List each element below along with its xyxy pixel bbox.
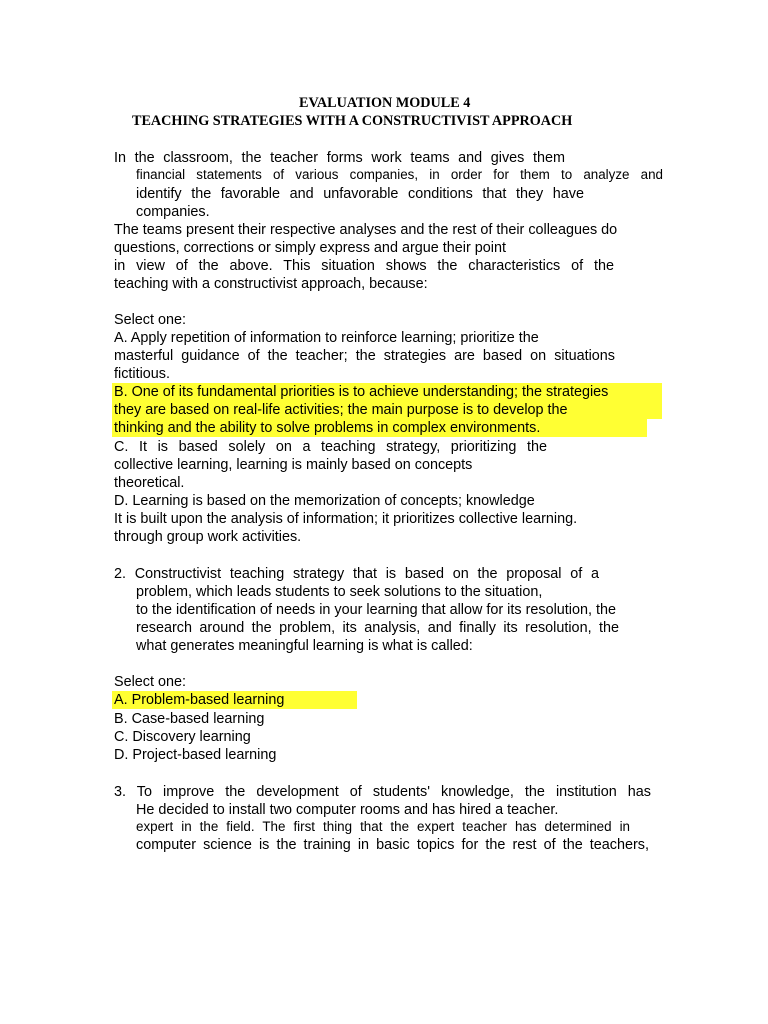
q1-line: identify the favorable and unfavorable conditions that they have xyxy=(136,186,584,202)
q1-option-d-cont: through group work activities. xyxy=(114,529,302,545)
q1-line: teaching with a constructivist approach, because: xyxy=(114,276,428,292)
q2-line: what generates meaningful learning is what is called: xyxy=(136,638,473,654)
q2-option-a-highlighted[interactable]: A. Problem-based learning xyxy=(112,691,357,709)
q1-option-c-cont: theoretical. xyxy=(114,475,185,491)
q1-option-b-cont: thinking and the ability to solve problems in complex environments. xyxy=(112,419,647,437)
q3-line: He decided to install two computer rooms and has hired a teacher. xyxy=(136,802,559,818)
q1-line: in view of the above. This situation shows the characteristics of the xyxy=(114,258,614,274)
module-title: EVALUATION MODULE 4 xyxy=(299,95,471,111)
q1-select-one: Select one: xyxy=(114,312,187,328)
q1-option-d-cont: It is built upon the analysis of information; it prioritizes collective learning. xyxy=(114,511,578,527)
q2-line: to the identification of needs in your learning that allow for its resolution, the xyxy=(136,602,616,618)
q1-option-c-cont: collective learning, learning is mainly based on concepts xyxy=(114,457,473,473)
module-subtitle: TEACHING STRATEGIES WITH A CONSTRUCTIVIST APPROACH xyxy=(132,113,573,129)
q1-option-a[interactable]: A. Apply repetition of information to reinforce learning; prioritize the xyxy=(114,330,539,346)
q1-line: companies. xyxy=(136,204,210,220)
q2-line: problem, which leads students to seek solutions to the situation, xyxy=(136,584,543,600)
q1-option-d[interactable]: D. Learning is based on the memorization of concepts; knowledge xyxy=(114,493,535,509)
q2-line: research around the problem, its analysis, and finally its resolution, the xyxy=(136,620,619,636)
q2-line: 2. Constructivist teaching strategy that is based on the proposal of a xyxy=(114,566,599,582)
q3-line: expert in the field. The first thing that the expert teacher has determined in xyxy=(136,819,630,834)
q1-option-b-cont: they are based on real-life activities; the main purpose is to develop the xyxy=(112,401,662,419)
q1-option-c[interactable]: C. It is based solely on a teaching strategy, prioritizing the xyxy=(114,439,547,455)
q1-option-a-cont: fictitious. xyxy=(114,366,170,382)
q2-option-d[interactable]: D. Project-based learning xyxy=(114,747,277,763)
q1-option-a-cont: masterful guidance of the teacher; the strategies are based on situations xyxy=(114,348,615,364)
q1-line: In the classroom, the teacher forms work teams and gives them xyxy=(114,150,565,166)
q2-option-b[interactable]: B. Case-based learning xyxy=(114,711,265,727)
q2-select-one: Select one: xyxy=(114,674,187,690)
q1-line: The teams present their respective analyses and the rest of their colleagues do xyxy=(114,222,618,238)
q3-line: 3. To improve the development of students' knowledge, the institution has xyxy=(114,784,651,800)
q1-line: financial statements of various companies, in order for them to analyze and xyxy=(136,167,663,182)
q1-option-b-highlighted[interactable]: B. One of its fundamental priorities is to achieve understanding; the strategies xyxy=(112,383,662,401)
q2-option-c[interactable]: C. Discovery learning xyxy=(114,729,251,745)
q3-line: computer science is the training in basic topics for the rest of the teachers, xyxy=(136,837,649,853)
q1-line: questions, corrections or simply express and argue their point xyxy=(114,240,506,256)
